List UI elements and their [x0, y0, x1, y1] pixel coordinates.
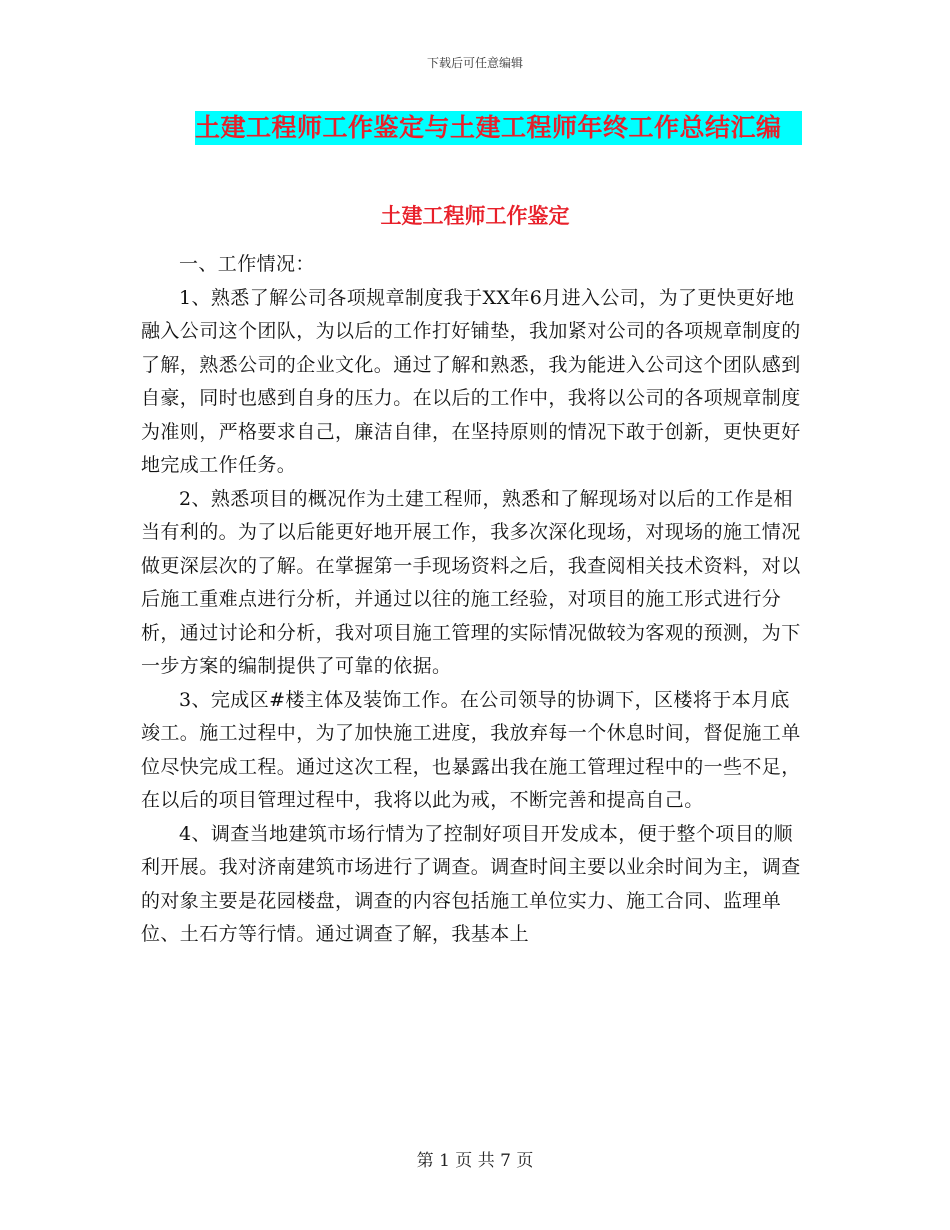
paragraph-4: 4、调查当地建筑市场行情为了控制好项目开发成本，便于整个项目的顺利开展。我对济南建筑市场进行了调查。调查时间主要以业余时间为主，调查的对象主要是花园楼盘，调查的内容包括施工单位实力、施工合同、监理单位、土石方等行情。通过调查了解，我基本上: [141, 822, 801, 945]
document-body: [141, 248, 801, 952]
paragraph-work-situation: 一、工作情况：: [179, 253, 315, 275]
page-number: 第 1 页 共 7 页: [416, 1151, 534, 1171]
section-title: 土建工程师工作鉴定: [380, 203, 570, 228]
main-title: 土建工程师工作鉴定与土建工程师年终工作总结汇编: [195, 113, 782, 142]
paragraph-1: 1、熟悉了解公司各项规章制度我于XX年6月进入公司，为了更快更好地融入公司这个团队，为以后的工作打好铺垫，我加紧对公司的各项规章制度的了解，熟悉公司的企业文化。通过了解和熟悉，我为能进入公司这个团队感到自豪，同时也感到自身的压力。在以后的工作中，我将以公司的各项规章制度为准则，严格要求自己，廉洁自律，在坚持原则的情况下敢于创新，更快更好地完成工作任务。: [141, 286, 801, 476]
main-title-highlight: [195, 111, 802, 145]
paragraph-3: 3、完成区#楼主体及装饰工作。在公司领导的协调下，区楼将于本月底竣工。施工过程中，为了加快施工进度，我放弃每一个休息时间，督促施工单位尽快完成工程。通过这次工程，也暴露出我在施工管理过程中的一些不足，在以后的项目管理过程中，我将以此为戒，不断完善和提高自己。: [141, 688, 801, 811]
header-note: 下载后可任意编辑: [426, 56, 523, 70]
paragraph-2: 2、熟悉项目的概况作为土建工程师，熟悉和了解现场对以后的工作是相当有利的。为了以后能更好地开展工作，我多次深化现场，对现场的施工情况做更深层次的了解。在掌握第一手现场资料之后，我查阅相关技术资料，对以后施工重难点进行分析，并通过以往的施工经验，对项目的施工形式进行分析，通过讨论和分析，我对项目施工管理的实际情况做较为客观的预测，为下一步方案的编制提供了可靠的依据。: [141, 487, 801, 677]
